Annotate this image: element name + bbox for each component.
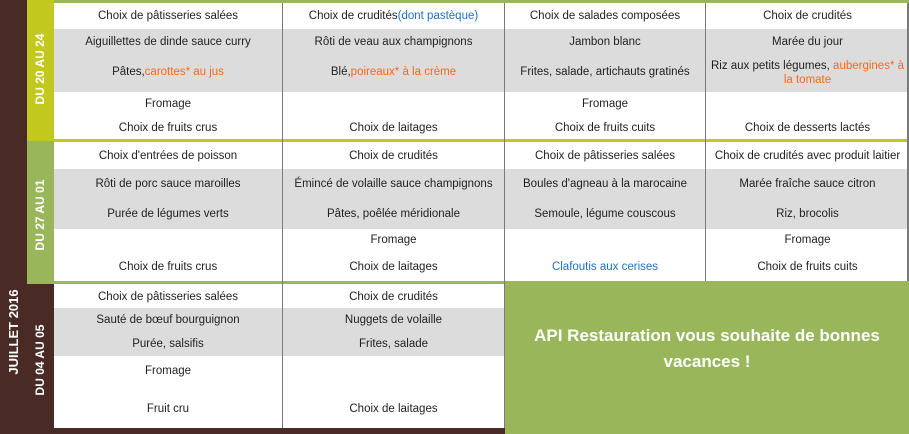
w1-entree-1: Choix de pâtisseries salées: [54, 3, 282, 29]
week2-label: DU 27 AU 01: [33, 179, 47, 251]
w2-plat-4: Marée fraîche sauce citron: [739, 178, 876, 190]
w3-dessert-1: Fruit cru: [54, 400, 282, 418]
message-panel: [505, 284, 909, 434]
week1-label: DU 20 AU 24: [33, 33, 47, 105]
w3-dessert-2: Choix de laitages: [283, 400, 504, 418]
w2-entree-3: Choix de pâtisseries salées: [505, 143, 705, 169]
w3-entree-2: Choix de crudités: [283, 286, 504, 308]
w1-plat-4: Marée du jour: [772, 36, 843, 48]
w2-dessert-2: Choix de laitages: [283, 258, 504, 276]
w1-plat-3: Jambon blanc: [569, 36, 641, 48]
col-divider-2: [504, 3, 505, 428]
w1-fromage-1: Fromage: [54, 95, 282, 113]
w2-accomp-4: Riz, brocolis: [776, 208, 839, 220]
w1-accomp-1: Pâtes, carottes* au jus: [112, 66, 224, 78]
w1-accomp-3: Frites, salade, artichauts gratinés: [520, 66, 690, 78]
w2-accomp-3: Semoule, légume couscous: [534, 208, 676, 220]
w1-dessert-4: Choix de desserts lactés: [706, 119, 909, 137]
w2-accomp-2: Pâtes, poêlée méridionale: [327, 208, 460, 220]
w1-dessert-2: Choix de laitages: [283, 119, 504, 137]
w2-entree-2: Choix de crudités: [283, 143, 504, 169]
w3-accomp-1: Purée, salsifis: [132, 338, 204, 350]
w2-plat-3: Boules d'agneau à la marocaine: [523, 178, 687, 190]
w2-plat-1: Rôti de porc sauce maroilles: [95, 178, 241, 190]
w1-entree-2: Choix de crudités (dont pastèque): [283, 3, 504, 29]
w1-entree-4: Choix de crudités: [706, 3, 909, 29]
w2-fromage-2: Fromage: [283, 231, 504, 249]
w2-fromage-4: Fromage: [706, 231, 909, 249]
w1-plat-1: Aiguillettes de dinde sauce curry: [85, 36, 251, 48]
w3-fromage-1: Fromage: [54, 362, 282, 380]
w1-accomp-4: Riz aux petits légumes, aubergines* à la tomate: [710, 60, 905, 86]
w2-entree-1: Choix d'entrées de poisson: [54, 143, 282, 169]
w3-plat-2: Nuggets de volaille: [344, 314, 443, 326]
week3-label: DU 04 AU 05: [33, 324, 47, 396]
w2-entree-4: Choix de crudités avec produit laitier: [706, 143, 909, 169]
w1-dessert-3: Choix de fruits cuits: [505, 119, 705, 137]
col-divider-3: [705, 3, 706, 281]
week1-separator: [54, 139, 909, 142]
vacation-message: API Restauration vous souhaite de bonnes vacances !: [534, 326, 880, 371]
w2-dessert-3: Clafoutis aux cerises: [505, 258, 705, 276]
w1-plat-2: Rôti de veau aux champignons: [314, 36, 473, 48]
w1-entree-3: Choix de salades composées: [505, 3, 705, 29]
w2-dessert-4: Choix de fruits cuits: [706, 258, 909, 276]
bottom-strip: [54, 428, 505, 434]
w2-dessert-1: Choix de fruits crus: [54, 258, 282, 276]
w2-plat-2: Émincé de volaille sauce champignons: [294, 178, 493, 190]
w3-plat-1: Sauté de bœuf bourguignon: [96, 314, 240, 326]
w3-entree-1: Choix de pâtisseries salées: [54, 286, 282, 308]
w1-dessert-1: Choix de fruits crus: [54, 119, 282, 137]
w1-accomp-2: Blé, poireaux* à la crème: [330, 66, 457, 78]
month-label: JUILLET 2016: [6, 289, 21, 375]
col-divider-1: [282, 3, 283, 428]
w3-accomp-2: Frites, salade: [358, 338, 429, 350]
w1-fromage-3: Fromage: [505, 95, 705, 113]
w2-accomp-1: Purée de légumes verts: [107, 208, 229, 220]
